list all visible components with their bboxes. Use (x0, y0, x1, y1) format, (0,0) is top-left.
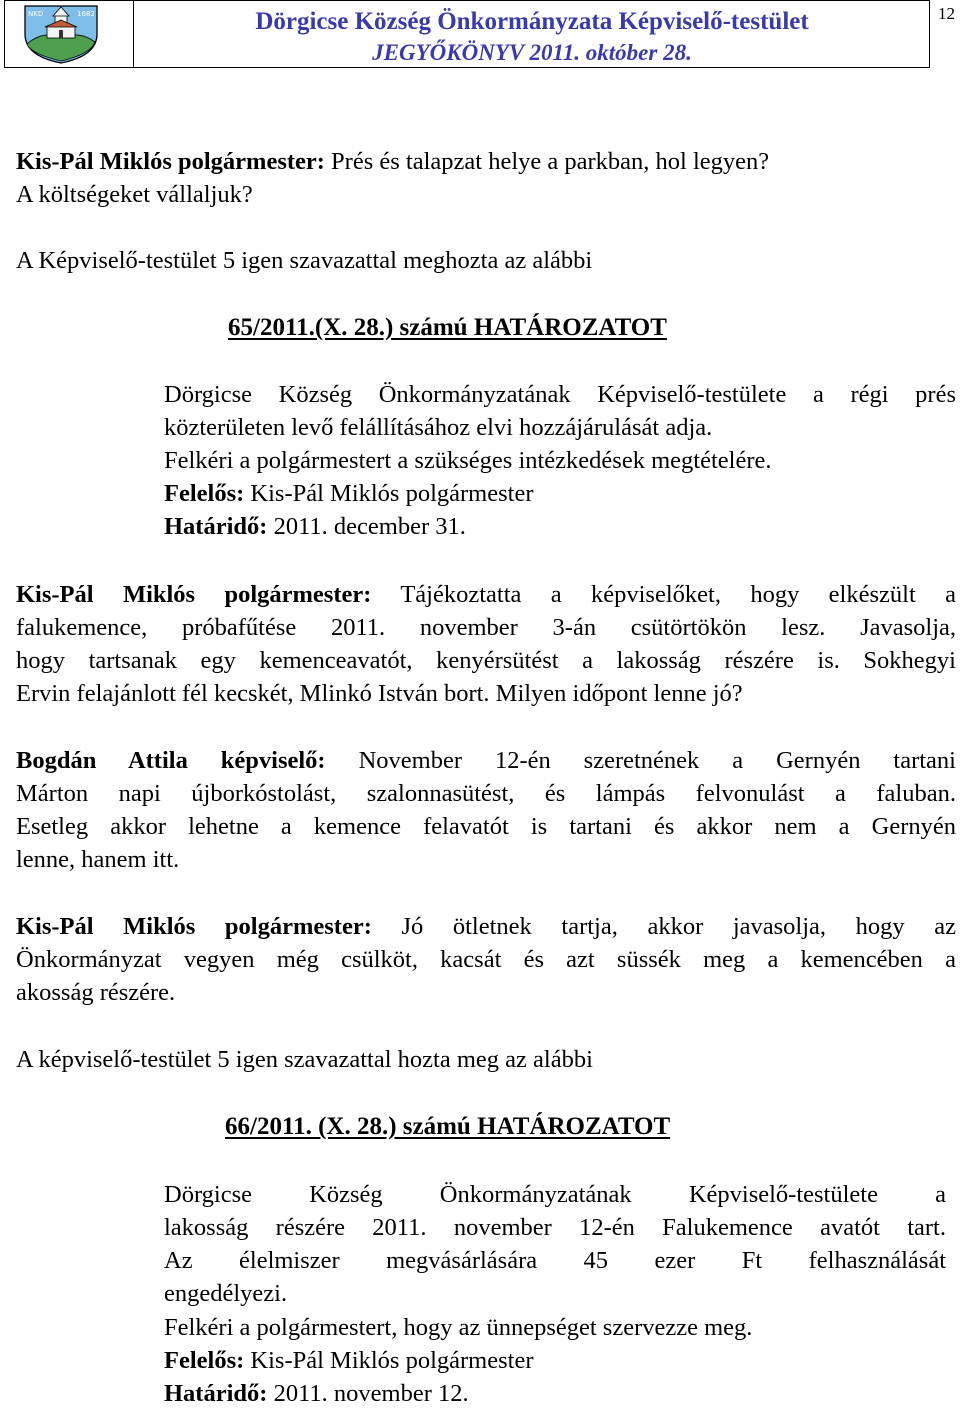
deadline-line (164, 1379, 469, 1409)
page-number: 12 (938, 4, 955, 23)
deadline-value: 2011. december 31. (267, 513, 466, 540)
page-header (4, 0, 930, 68)
paragraph-line: hogy tartsanak egy kemenceavatót, kenyérsütést a lakosság részére is. Sokhegyi (16, 647, 956, 674)
resolution-line: engedélyezi. (164, 1280, 288, 1307)
paragraph-line: Önkormányzat vegyen még csülköt, kacsát és azt süssék meg a kemencében a (16, 946, 956, 973)
statement-text: Tájékoztatta a képviselőket, hogy elkészült a (371, 581, 956, 608)
resolution-line: Felkéri a polgármestert, hogy az ünnepséget szervezze meg. (164, 1314, 753, 1341)
resolution-line: Az élelmiszer megvásárlására 45 ezer Ft felhasználását (164, 1247, 946, 1274)
resolution-line: lakosság részére 2011. november 12-én Falukemence avatót tart. (164, 1214, 946, 1241)
speaker-name: Bogdán Attila képviselő: (16, 747, 326, 774)
paragraph-line: Ervin felajánlott fél kecskét, Mlinkó István bort. Milyen időpont lenne jó? (16, 680, 743, 707)
deadline-label: Határidő: (164, 513, 268, 540)
vote-statement: A képviselő-testület 5 igen szavazattal hozta meg az alábbi (16, 1046, 593, 1073)
paragraph-line (16, 147, 769, 177)
paragraph-line: Esetleg akkor lehetne a kemence felavatót is tartani és akkor nem a Gernyén (16, 813, 956, 840)
resolution-line: Dörgicse Község Önkormányzatának Képviselő-testülete a régi prés (164, 381, 956, 408)
deadline-label: Határidő: (164, 1380, 268, 1407)
paragraph-line (16, 746, 956, 776)
logo-text-right: 1682 (77, 10, 95, 18)
responsible-value: Kis-Pál Miklós polgármester (244, 1347, 534, 1374)
coat-of-arms-logo (19, 4, 103, 64)
deadline-value: 2011. november 12. (267, 1380, 469, 1407)
paragraph-line: Márton napi újborkóstolást, szalonnasütést, és lámpás felvonulást a faluban. (16, 780, 956, 807)
statement-text: Jó ötletnek tartja, akkor javasolja, hogy az (371, 913, 956, 940)
paragraph-line (16, 580, 956, 610)
header-divider (133, 1, 134, 67)
paragraph-line: akosság részére. (16, 979, 176, 1006)
resolution-line: Dörgicse Község Önkormányzatának Képviselő-testülete a (164, 1181, 946, 1208)
speaker-name: Kis-Pál Miklós polgármester: (16, 148, 325, 175)
paragraph-line: falukemence, próbafűtése 2011. november 3-án csütörtökön lesz. Javasolja, (16, 614, 956, 641)
responsible-value: Kis-Pál Miklós polgármester (244, 480, 534, 507)
deadline-line (164, 512, 466, 542)
vote-statement: A Képviselő-testület 5 igen szavazattal meghozta az alábbi (16, 247, 593, 274)
statement-text: Prés és talapzat helye a parkban, hol legyen? (324, 148, 770, 175)
resolution-line: Felkéri a polgármestert a szükséges intézkedések megtételére. (164, 447, 772, 474)
responsible-line (164, 1346, 533, 1376)
responsible-line (164, 479, 533, 509)
paragraph-line: lenne, hanem itt. (16, 846, 180, 873)
resolution-title: 66/2011. (X. 28.) számú HATÁROZATOT (225, 1113, 671, 1140)
resolution-title: 65/2011.(X. 28.) számú HATÁROZATOT (228, 314, 667, 341)
header-subtitle: JEGYŐKÖNYV 2011. október 28. (372, 40, 692, 65)
header-title: Dörgicse Község Önkormányzata Képviselő-testület (255, 8, 809, 35)
speaker-name: Kis-Pál Miklós polgármester: (16, 913, 372, 940)
logo-text-left: NKD (28, 10, 44, 18)
paragraph-line: A költségeket vállaljuk? (16, 181, 253, 208)
speaker-name: Kis-Pál Miklós polgármester: (16, 581, 372, 608)
statement-text: November 12-én szeretnének a Gernyén tartani (325, 747, 956, 774)
paragraph-line (16, 912, 956, 942)
responsible-label: Felelős: (164, 1347, 245, 1374)
resolution-line: közterületen levő felállításához elvi hozzájárulását adja. (164, 414, 713, 441)
responsible-label: Felelős: (164, 480, 245, 507)
